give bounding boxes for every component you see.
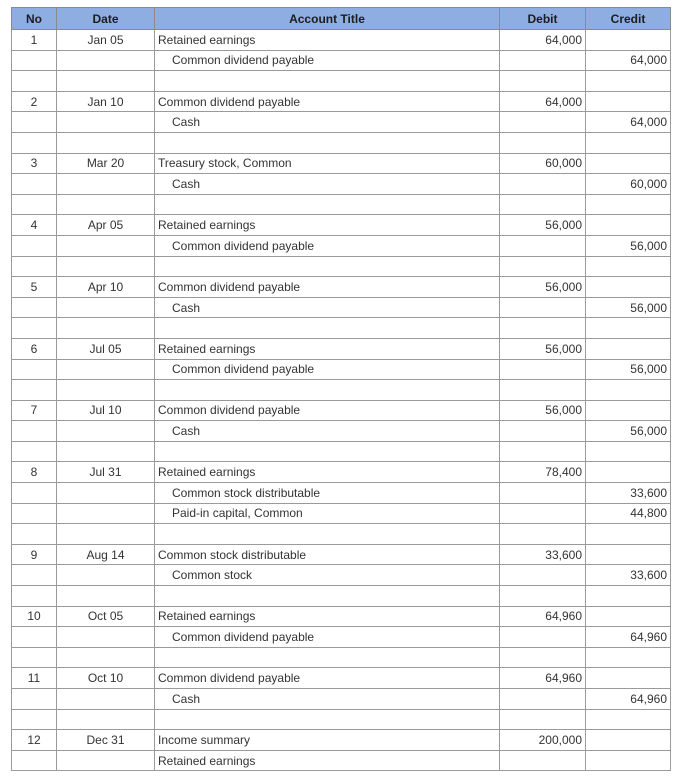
account-title: Common dividend payable	[158, 279, 301, 294]
debit-amount: 56,000	[545, 341, 582, 356]
blank-cell[interactable]	[12, 194, 57, 215]
blank-cell[interactable]	[586, 709, 671, 730]
entry-date	[57, 215, 155, 236]
blank-cell[interactable]	[500, 441, 586, 462]
account-title: Common stock distributable	[158, 547, 307, 562]
entry-number-text: 6	[30, 341, 38, 356]
debit-cell[interactable]	[500, 30, 586, 51]
account-title: Cash	[172, 691, 201, 706]
table-row[interactable]	[12, 215, 671, 236]
blank-cell[interactable]	[155, 524, 500, 545]
credit-cell[interactable]	[586, 235, 671, 256]
credit-cell[interactable]	[586, 153, 671, 174]
blank-cell[interactable]	[500, 524, 586, 545]
account-title-cell[interactable]	[155, 338, 500, 359]
blank-cell[interactable]	[500, 709, 586, 730]
blank-cell[interactable]	[12, 71, 57, 92]
account-title: Cash	[172, 115, 201, 130]
debit-cell[interactable]	[500, 750, 586, 771]
entry-number	[12, 153, 57, 174]
debit-cell[interactable]	[500, 297, 586, 318]
blank-cell[interactable]	[12, 441, 57, 462]
col-header-debit: Debit	[500, 8, 586, 30]
entry-date	[57, 627, 155, 648]
account-title: Common dividend payable	[158, 94, 301, 109]
blank-row[interactable]	[12, 380, 671, 401]
col-header-no: No	[12, 8, 57, 30]
account-title-cell[interactable]	[155, 174, 500, 195]
account-title: Common stock distributable	[172, 485, 321, 500]
col-header-credit: Credit	[586, 8, 671, 30]
account-title: Retained earnings	[158, 341, 256, 356]
credit-cell[interactable]	[586, 297, 671, 318]
blank-row[interactable]	[12, 194, 671, 215]
debit-amount: 200,000	[538, 732, 582, 747]
account-title-cell[interactable]	[155, 112, 500, 133]
debit-amount: 64,960	[545, 609, 582, 624]
account-title: Treasury stock, Common	[158, 156, 292, 171]
entry-date	[57, 668, 155, 689]
table-row[interactable]	[12, 421, 671, 442]
account-title: Retained earnings	[158, 609, 256, 624]
debit-cell[interactable]	[500, 277, 586, 298]
blank-cell[interactable]	[500, 318, 586, 339]
credit-amount: 64,960	[630, 691, 667, 706]
debit-cell[interactable]	[500, 668, 586, 689]
credit-amount: 64,000	[630, 53, 667, 68]
account-title: Common dividend payable	[158, 403, 301, 418]
account-title-cell[interactable]	[155, 750, 500, 771]
credit-cell[interactable]	[586, 750, 671, 771]
blank-cell[interactable]	[12, 132, 57, 153]
account-title: Common stock	[172, 568, 253, 583]
blank-cell[interactable]	[586, 441, 671, 462]
credit-cell[interactable]	[586, 50, 671, 71]
account-title-cell[interactable]	[155, 565, 500, 586]
credit-cell[interactable]	[586, 565, 671, 586]
entry-date-text: Dec 31	[86, 732, 125, 747]
blank-cell[interactable]	[12, 709, 57, 730]
account-title-cell[interactable]	[155, 689, 500, 710]
debit-cell[interactable]	[500, 50, 586, 71]
credit-cell[interactable]	[586, 174, 671, 195]
table-row[interactable]	[12, 627, 671, 648]
entry-date-text: Jan 05	[87, 32, 124, 47]
credit-amount: 44,800	[630, 506, 667, 521]
col-header-date: Date	[57, 8, 155, 30]
account-title: Retained earnings	[158, 465, 256, 480]
entry-date	[57, 359, 155, 380]
journal-entry-table	[11, 7, 671, 771]
debit-amount: 56,000	[545, 218, 582, 233]
blank-cell[interactable]	[155, 586, 500, 607]
blank-cell[interactable]	[57, 194, 155, 215]
credit-cell[interactable]	[586, 689, 671, 710]
blank-cell[interactable]	[586, 524, 671, 545]
entry-number-text: 1	[30, 32, 38, 47]
credit-amount: 56,000	[630, 362, 667, 377]
table-row[interactable]	[12, 668, 671, 689]
blank-cell[interactable]	[57, 709, 155, 730]
debit-cell[interactable]	[500, 91, 586, 112]
account-title-cell[interactable]	[155, 483, 500, 504]
credit-cell[interactable]	[586, 277, 671, 298]
blank-cell[interactable]	[500, 194, 586, 215]
entry-date	[57, 750, 155, 771]
account-title: Cash	[172, 176, 201, 191]
entry-number	[12, 215, 57, 236]
table-row[interactable]	[12, 30, 671, 51]
blank-cell[interactable]	[57, 132, 155, 153]
blank-cell[interactable]	[155, 71, 500, 92]
blank-row[interactable]	[12, 647, 671, 668]
entry-date-text: Mar 20	[86, 156, 125, 171]
debit-cell[interactable]	[500, 359, 586, 380]
debit-amount: 56,000	[545, 279, 582, 294]
entry-number-text: 4	[30, 218, 38, 233]
credit-cell[interactable]	[586, 462, 671, 483]
blank-cell[interactable]	[57, 441, 155, 462]
account-title-cell[interactable]	[155, 544, 500, 565]
credit-amount: 64,000	[630, 115, 667, 130]
blank-cell[interactable]	[500, 71, 586, 92]
credit-amount: 56,000	[630, 300, 667, 315]
entry-number-text: 2	[30, 94, 38, 109]
debit-cell[interactable]	[500, 462, 586, 483]
debit-cell[interactable]	[500, 689, 586, 710]
entry-number	[12, 483, 57, 504]
blank-cell[interactable]	[155, 709, 500, 730]
credit-cell[interactable]	[586, 112, 671, 133]
credit-cell[interactable]	[586, 544, 671, 565]
entry-date	[57, 483, 155, 504]
blank-cell[interactable]	[12, 524, 57, 545]
debit-amount: 33,600	[545, 547, 582, 562]
debit-cell[interactable]	[500, 215, 586, 236]
blank-cell[interactable]	[586, 194, 671, 215]
credit-cell[interactable]	[586, 400, 671, 421]
blank-cell[interactable]	[586, 647, 671, 668]
account-title: Retained earnings	[158, 753, 256, 768]
entry-number-text: 9	[30, 547, 38, 562]
entry-date	[57, 277, 155, 298]
blank-cell[interactable]	[57, 524, 155, 545]
entry-date	[57, 112, 155, 133]
entry-date-text: Jul 05	[89, 341, 122, 356]
credit-cell[interactable]	[586, 503, 671, 524]
entry-number	[12, 730, 57, 751]
account-title: Retained earnings	[158, 32, 256, 47]
entry-number-text: 8	[30, 465, 38, 480]
entry-number	[12, 174, 57, 195]
blank-row[interactable]	[12, 586, 671, 607]
credit-cell[interactable]	[586, 215, 671, 236]
entry-date	[57, 30, 155, 51]
blank-cell[interactable]	[155, 441, 500, 462]
entry-date	[57, 153, 155, 174]
blank-cell[interactable]	[500, 647, 586, 668]
credit-cell[interactable]	[586, 483, 671, 504]
entry-date-text: Jul 31	[89, 465, 122, 480]
account-title-cell[interactable]	[155, 627, 500, 648]
account-title-cell[interactable]	[155, 421, 500, 442]
table-row[interactable]	[12, 462, 671, 483]
debit-cell[interactable]	[500, 565, 586, 586]
entry-date	[57, 421, 155, 442]
account-title: Cash	[172, 300, 201, 315]
entry-date	[57, 565, 155, 586]
table-row[interactable]	[12, 503, 671, 524]
table-row[interactable]	[12, 91, 671, 112]
entry-date	[57, 297, 155, 318]
debit-cell[interactable]	[500, 627, 586, 648]
account-title: Cash	[172, 424, 201, 439]
blank-cell[interactable]	[500, 586, 586, 607]
account-title-cell[interactable]	[155, 30, 500, 51]
blank-cell[interactable]	[500, 256, 586, 277]
table-row[interactable]	[12, 112, 671, 133]
blank-row[interactable]	[12, 318, 671, 339]
debit-cell[interactable]	[500, 153, 586, 174]
account-title: Retained earnings	[158, 218, 256, 233]
table-row[interactable]	[12, 606, 671, 627]
entry-number	[12, 462, 57, 483]
blank-row[interactable]	[12, 71, 671, 92]
debit-cell[interactable]	[500, 483, 586, 504]
credit-amount: 60,000	[630, 176, 667, 191]
blank-cell[interactable]	[586, 71, 671, 92]
account-title: Common dividend payable	[172, 53, 315, 68]
account-title: Common dividend payable	[172, 630, 315, 645]
debit-cell[interactable]	[500, 235, 586, 256]
blank-cell[interactable]	[12, 318, 57, 339]
account-title: Paid-in capital, Common	[172, 506, 303, 521]
entry-number	[12, 91, 57, 112]
table-row[interactable]	[12, 689, 671, 710]
blank-cell[interactable]	[12, 256, 57, 277]
entry-number	[12, 30, 57, 51]
entry-number-text: 7	[30, 403, 38, 418]
blank-row[interactable]	[12, 709, 671, 730]
entry-number	[12, 606, 57, 627]
debit-amount: 64,960	[545, 671, 582, 686]
table-row[interactable]	[12, 400, 671, 421]
entry-number	[12, 400, 57, 421]
table-row[interactable]	[12, 297, 671, 318]
entry-number	[12, 503, 57, 524]
entry-number	[12, 668, 57, 689]
debit-cell[interactable]	[500, 174, 586, 195]
entry-number	[12, 277, 57, 298]
table-row[interactable]	[12, 359, 671, 380]
table-row[interactable]	[12, 50, 671, 71]
entry-number	[12, 112, 57, 133]
entry-date	[57, 462, 155, 483]
account-title: Common dividend payable	[172, 362, 315, 377]
entry-number	[12, 359, 57, 380]
account-title-cell[interactable]	[155, 50, 500, 71]
entry-date	[57, 503, 155, 524]
entry-number	[12, 50, 57, 71]
entry-date-text: Jul 10	[89, 403, 122, 418]
blank-cell[interactable]	[155, 318, 500, 339]
debit-amount: 78,400	[545, 465, 582, 480]
credit-amount: 64,960	[630, 630, 667, 645]
account-title-cell[interactable]	[155, 153, 500, 174]
blank-cell[interactable]	[155, 380, 500, 401]
credit-cell[interactable]	[586, 359, 671, 380]
blank-cell[interactable]	[155, 647, 500, 668]
debit-cell[interactable]	[500, 730, 586, 751]
credit-cell[interactable]	[586, 627, 671, 648]
entry-number-text: 5	[30, 279, 38, 294]
credit-cell[interactable]	[586, 606, 671, 627]
debit-amount: 60,000	[545, 156, 582, 171]
table-header-row	[12, 8, 671, 30]
entry-number	[12, 235, 57, 256]
entry-number	[12, 565, 57, 586]
credit-cell[interactable]	[586, 338, 671, 359]
debit-cell[interactable]	[500, 400, 586, 421]
blank-row[interactable]	[12, 132, 671, 153]
blank-row[interactable]	[12, 256, 671, 277]
blank-cell[interactable]	[57, 586, 155, 607]
blank-cell[interactable]	[57, 380, 155, 401]
debit-amount: 56,000	[545, 403, 582, 418]
account-title-cell[interactable]	[155, 462, 500, 483]
entry-date-text: Apr 05	[87, 218, 124, 233]
debit-cell[interactable]	[500, 544, 586, 565]
blank-cell[interactable]	[57, 256, 155, 277]
blank-row[interactable]	[12, 441, 671, 462]
debit-cell[interactable]	[500, 606, 586, 627]
entry-date-text: Oct 05	[87, 609, 124, 624]
account-title-cell[interactable]	[155, 215, 500, 236]
journal-body	[12, 30, 671, 771]
entry-number	[12, 627, 57, 648]
table-row[interactable]	[12, 153, 671, 174]
table-row[interactable]	[12, 277, 671, 298]
table-row[interactable]	[12, 750, 671, 771]
blank-cell[interactable]	[500, 132, 586, 153]
credit-cell[interactable]	[586, 730, 671, 751]
credit-cell[interactable]	[586, 91, 671, 112]
blank-cell[interactable]	[155, 256, 500, 277]
table-row[interactable]	[12, 565, 671, 586]
blank-cell[interactable]	[586, 318, 671, 339]
account-title-cell[interactable]	[155, 235, 500, 256]
credit-amount: 56,000	[630, 424, 667, 439]
entry-number-text: 12	[27, 732, 41, 747]
account-title-cell[interactable]	[155, 668, 500, 689]
account-title: Common dividend payable	[172, 238, 315, 253]
table-row[interactable]	[12, 544, 671, 565]
entry-number	[12, 297, 57, 318]
account-title-cell[interactable]	[155, 730, 500, 751]
blank-cell[interactable]	[586, 380, 671, 401]
credit-amount: 56,000	[630, 238, 667, 253]
entry-date	[57, 174, 155, 195]
debit-cell[interactable]	[500, 503, 586, 524]
account-title-cell[interactable]	[155, 277, 500, 298]
entry-number	[12, 750, 57, 771]
debit-cell[interactable]	[500, 421, 586, 442]
entry-date	[57, 91, 155, 112]
credit-cell[interactable]	[586, 30, 671, 51]
entry-date-text: Aug 14	[86, 547, 125, 562]
entry-date	[57, 338, 155, 359]
entry-date	[57, 689, 155, 710]
entry-date	[57, 544, 155, 565]
blank-cell[interactable]	[57, 71, 155, 92]
table-row[interactable]	[12, 174, 671, 195]
entry-date	[57, 606, 155, 627]
blank-cell[interactable]	[12, 647, 57, 668]
blank-cell[interactable]	[12, 586, 57, 607]
debit-cell[interactable]	[500, 112, 586, 133]
account-title-cell[interactable]	[155, 503, 500, 524]
col-header-account-title: Account Title	[155, 8, 500, 30]
entry-date	[57, 50, 155, 71]
entry-date	[57, 400, 155, 421]
table-row[interactable]	[12, 483, 671, 504]
blank-cell[interactable]	[586, 256, 671, 277]
entry-number-text: 11	[27, 671, 41, 686]
account-title-cell[interactable]	[155, 359, 500, 380]
entry-date-text: Oct 10	[87, 671, 124, 686]
blank-cell[interactable]	[57, 318, 155, 339]
entry-number	[12, 544, 57, 565]
entry-date	[57, 730, 155, 751]
debit-cell[interactable]	[500, 338, 586, 359]
account-title: Income summary	[158, 732, 251, 747]
credit-cell[interactable]	[586, 421, 671, 442]
blank-cell[interactable]	[155, 132, 500, 153]
entry-number-text: 3	[30, 156, 38, 171]
account-title: Common dividend payable	[158, 671, 301, 686]
credit-amount: 33,600	[630, 568, 667, 583]
account-title-cell[interactable]	[155, 606, 500, 627]
blank-row[interactable]	[12, 524, 671, 545]
entry-number	[12, 689, 57, 710]
debit-amount: 64,000	[545, 32, 582, 47]
table-row[interactable]	[12, 338, 671, 359]
credit-cell[interactable]	[586, 668, 671, 689]
blank-cell[interactable]	[586, 132, 671, 153]
account-title-cell[interactable]	[155, 297, 500, 318]
credit-amount: 33,600	[630, 485, 667, 500]
debit-amount: 64,000	[545, 94, 582, 109]
blank-cell[interactable]	[12, 380, 57, 401]
blank-cell[interactable]	[500, 380, 586, 401]
entry-date-text: Apr 10	[87, 279, 124, 294]
blank-cell[interactable]	[155, 194, 500, 215]
account-title-cell[interactable]	[155, 91, 500, 112]
entry-number	[12, 338, 57, 359]
account-title-cell[interactable]	[155, 400, 500, 421]
blank-cell[interactable]	[586, 586, 671, 607]
entry-date	[57, 235, 155, 256]
table-row[interactable]	[12, 730, 671, 751]
entry-number	[12, 421, 57, 442]
table-row[interactable]	[12, 235, 671, 256]
blank-cell[interactable]	[57, 647, 155, 668]
entry-date-text: Jan 10	[87, 94, 124, 109]
entry-number-text: 10	[27, 609, 41, 624]
